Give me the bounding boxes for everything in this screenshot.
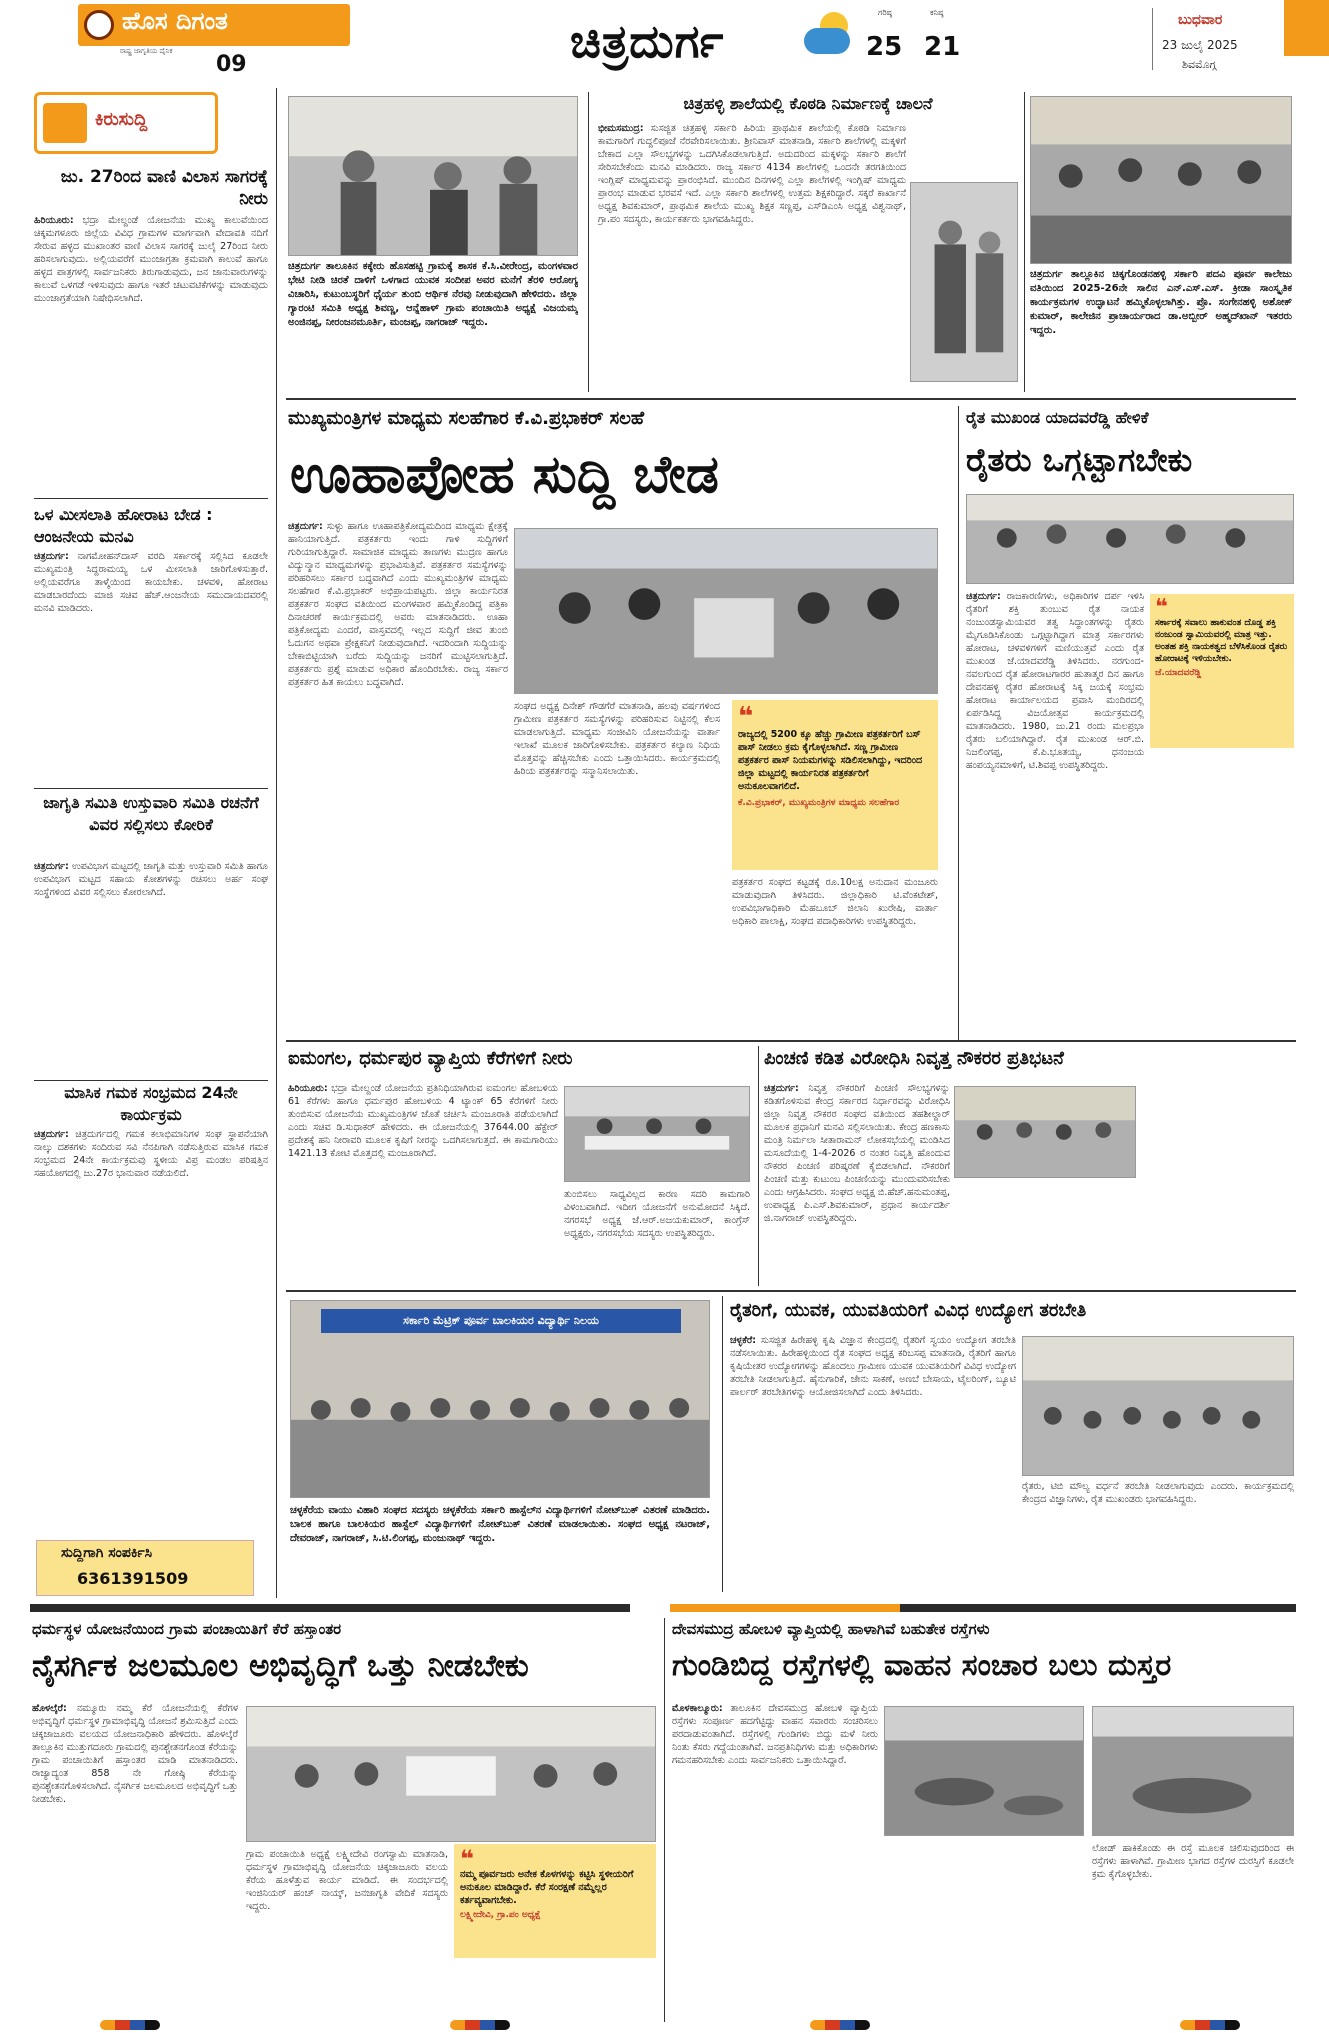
school-dateline: ಭೀಮಸಮುದ್ರ: [598, 123, 644, 134]
contact-label: ಸುದ್ದಿಗಾಗಿ ಸಂಪರ್ಕಿಸಿ [61, 1545, 153, 1561]
column-rule [958, 406, 959, 1040]
contact-number: 6361391509 [77, 1569, 189, 1588]
masthead-divider [1152, 8, 1153, 70]
bottom-left-body: ನಮ್ಮೂರು ನಮ್ಮ ಕೆರೆ ಯೋಜನೆಯಲ್ಲಿ ಕೆರೆಗಳ ಅಭಿವೃದ್ಧಿಗೆ ಧರ್ಮಸ್ಥಳ ಗ್ರಾಮಾಭಿವೃದ್ಧಿ ಯೋಜನೆ ಶ್ರಮಿಸುತ್ತಿದೆ ಎಂದು ಚಿಕ್ಕಜಾಜೂರು ವಲಯದ ಯೋಜನಾಧಿಕಾರಿ ಹೇಳಿದರು. ಹೊಳಲ್ಕೆರೆ ತಾಲ್ಲೂಕಿನ ಮುತ್ತುಗದೂರು ಗ್ರಾಮದಲ್ಲಿ ಪುನಶ್ಚೇತನಗೊಂಡ ಕೆರೆಯನ್ನು ಗ್ರಾಮ ಪಂಚಾಯಿತಿಗೆ ಹಸ್ತಾಂತರ ಮಾಡಿ ಮಾತನಾಡಿದರು. ರಾಜ್ಯಾದ್ಯಂತ 858 ನೇ ಗೋಷ್ಠಿ ಕೆರೆಯನ್ನು ಪುನಶ್ಚೇತನಗೊಳಿಸಲಾಗಿದೆ. ನೈಸರ್ಗಿಕ ಜಲಮೂಲದ ಅಭಿವೃದ್ಧಿಗೆ ಒತ್ತು ನೀಡಬೇಕು. [32, 1703, 238, 1805]
lead-quote-box [732, 700, 938, 870]
column-rule [664, 1618, 665, 2022]
hostel-banner: ಸರ್ಕಾರಿ ಮೆಟ್ರಿಕ್ ಪೂರ್ವ ಬಾಲಕಿಯರ ವಿದ್ಯಾರ್ಥಿ ನಿಲಯ [321, 1309, 681, 1333]
bottom-right-dateline: ಮೊಳಕಾಲ್ಮೂರು: [672, 1703, 723, 1714]
brief-2-dateline: ಚಿತ್ರದುರ್ಗ: [34, 551, 69, 562]
section-rule [286, 1290, 1296, 1292]
training-body: ಸುಸಜ್ಜಿತ ಹಿರೇಹಳ್ಳಿ ಕೃಷಿ ವಿಜ್ಞಾನ ಕೇಂದ್ರದಲ್ಲಿ ರೈತರಿಗೆ ಸ್ವಯಂ ಉದ್ಯೋಗ ತರಬೇತಿ ನಡೆಸಲಾಯಿತು. ಹಿರೇಹಳ್ಳಿಯಿಂದ ರೈತ ಸಂಘದ ಅಧ್ಯಕ್ಷ ಕರಿಬಸಪ್ಪ ಮಾತನಾಡಿ, ರೈತರಿಗೆ ಹಾಗೂ ಕೃಷಿಯೇತರ ಉದ್ಯೋಗಗಳನ್ನು ಹೊಂದಲು ಗ್ರಾಮೀಣ ಯುವಕ ಯುವತಿಯರಿಗೆ ವಿವಿಧ ಉದ್ಯೋಗ ತರಬೇತಿ ನೀಡಲಾಗುತ್ತಿದೆ. ಹೈನುಗಾರಿಕೆ, ಜೇನು ಸಾಕಣೆ, ಅಣಬೆ ಬೇಸಾಯ, ಟೈಲರಿಂಗ್, ಬ್ಯೂಟಿ ಪಾರ್ಲರ್ ತರಬೇತಿಗಳನ್ನು ಆಯೋಜಿಸಲಾಗಿದೆ ಎಂದು ತಿಳಿಸಿದರು. [730, 1335, 1016, 1398]
lead-body-col3: ಪತ್ರಕರ್ತರ ಸಂಘದ ಕಟ್ಟಡಕ್ಕೆ ರೂ.10ಲಕ್ಷ ಅನುದಾನ ಮಂಜೂರು ಮಾಡುವುದಾಗಿ ತಿಳಿಸಿದರು. ಜಿಲ್ಲಾಧಿಕಾರಿ ಟಿ.ವೆಂಕಟೇಶ್, ಉಪವಿಭಾಗಾಧಿಕಾರಿ ಮೆಹಬೂಬ್ ಜಿಲಾನಿ ಖುರೇಷಿ, ವಾರ್ತಾ ಅಧಿಕಾರಿ ಪಾಲಾಕ್ಷಿ, ಸಂಘದ ಪದಾಧಿಕಾರಿಗಳು ಉಪಸ್ಥಿತರಿದ್ದರು. [732, 877, 938, 927]
farmers-quote-box [1150, 594, 1294, 748]
lead-kicker: ಮುಖ್ಯಮಂತ್ರಿಗಳ ಮಾಧ್ಯಮ ಸಲಹೆಗಾರ ಕೆ.ವಿ.ಪ್ರಭಾಕರ್ ಸಲಹೆ [288, 408, 645, 429]
temp-min: 21 [924, 32, 961, 62]
training-dateline: ಚಳ್ಳಕೆರೆ: [730, 1335, 757, 1346]
temp-min-label: ಕನಿಷ್ಠ [930, 8, 944, 17]
brief-1-dateline: ಹಿರಿಯೂರು: [34, 215, 74, 226]
bottom-right-kicker: ದೇವಸಮುದ್ರ ಹೋಬಳಿ ವ್ಯಾಪ್ತಿಯಲ್ಲಿ ಹಾಳಾಗಿವೆ ಬಹುತೇಕ ರಸ್ತೆಗಳು [672, 1620, 990, 1638]
divider-band-mid [670, 1604, 900, 1612]
pension-body: ನಿವೃತ್ತ ನೌಕರರಿಗೆ ಪಿಂಚಣಿ ಸೌಲಭ್ಯಗಳನ್ನು ಕಡಿತಗೊಳಿಸುವ ಕೇಂದ್ರ ಸರ್ಕಾರದ ನಿರ್ಧಾರವನ್ನು ವಿರೋಧಿಸಿ ಜಿಲ್ಲಾ ನಿವೃತ್ತ ನೌಕರರ ಸಂಘದ ವತಿಯಿಂದ ತಹಶೀಲ್ದಾರ್ ಮೂಲಕ ಪ್ರಧಾನಿಗೆ ಮನವಿ ಸಲ್ಲಿಸಲಾಯಿತು. ಕೇಂದ್ರ ಹಣಕಾಸು ಮಂತ್ರಿ ನಿರ್ಮಲಾ ಸೀತಾರಾಮನ್ ಲೋಕಸಭೆಯಲ್ಲಿ ಮಂಡಿಸಿದ ಮಸೂದೆಯಲ್ಲಿ 1-4-2026 ರ ನಂತರ ನಿವೃತ್ತಿ ಹೊಂದುವ ನೌಕರರ ಪಿಂಚಣಿ ಪರಿಷ್ಕರಣೆ ಕೈಬಿಡಲಾಗಿದೆ. ನೌಕರರಿಗೆ ಪಿಂಚಣಿ ಮತ್ತು ಕುಟುಂಬ ಪಿಂಚಣಿಯನ್ನು ಮುಂದುವರಿಸಬೇಕು ಎಂದು ಆಗ್ರಹಿಸಿದರು. ಸಂಘದ ಅಧ್ಯಕ್ಷ ಬಿ.ಹೆಚ್.ಹನುಮಂತಪ್ಪ, ಉಪಾಧ್ಯಕ್ಷ ಪಿ.ಎಸ್.ಶಿವಕುಮಾರ್, ಪ್ರಧಾನ ಕಾರ್ಯದರ್ಶಿ ಜಿ.ನಾಗರಾಜ್ ಉಪಸ್ಥಿತರಿದ್ದರು. [764, 1083, 950, 1224]
page-number: 09 [216, 52, 247, 77]
bottom-right-body-2: ಲೋಡ್ ಹಾಕಿಕೊಂಡು ಈ ರಸ್ತೆ ಮೂಲಕ ಚಲಿಸುವುದರಿಂದ ಈ ರಸ್ತೆಗಳು ಹಾಳಾಗಿವೆ. ಗ್ರಾಮೀಣ ಭಾಗದ ರಸ್ತೆಗಳ ದುರಸ್ತಿಗೆ ಕೂಡಲೇ ಕ್ರಮ ಕೈಗೊಳ್ಳಬೇಕು. [1092, 1843, 1294, 1880]
caption-hostel: ಚಳ್ಳಕೆರೆಯ ವಾಯು ವಿಹಾರಿ ಸಂಘದ ಸದಸ್ಯರು ಚಳ್ಳಕೆರೆಯ ಸರ್ಕಾರಿ ಹಾಸ್ಟೆಲ್‍ನ ವಿದ್ಯಾರ್ಥಿಗಳಿಗೆ ನೋಟ್‍ಬುಕ್ ವಿತರಣೆ ಮಾಡಿದರು. ಬಾಲಕ ಹಾಗೂ ಬಾಲಕಿಯರ ಹಾಸ್ಟೆಲ್ ವಿದ್ಯಾರ್ಥಿಗಳಿಗೆ ನೋಟ್‍ಬುಕ್ ವಿತರಣೆ ಮಾಡಲಾಯಿತು. ಸಂಘದ ಅಧ್ಯಕ್ಷ ನಟರಾಜ್, ದೇವರಾಜ್, ನಾಗರಾಜ್, ಸಿ.ಟಿ.ಲಿಂಗಪ್ಪ, ಮಂಜುನಾಥ್ ಇದ್ದರು. [290, 1505, 710, 1544]
caption-nss-event: ಚಿತ್ರದುರ್ಗ ತಾಲ್ಲೂಕಿನ ಚಿಕ್ಕಗೊಂಡನಹಳ್ಳಿ ಸರ್ಕಾರಿ ಪದವಿ ಪೂರ್ವ ಕಾಲೇಜು ವತಿಯಿಂದ 2025-26ನೇ ಸಾಲಿನ ಎನ್.ಎಸ್.ಎಸ್. ಕ್ರೀಡಾ ಸಾಂಸ್ಕೃತಿಕ ಕಾರ್ಯಕ್ರಮಗಳ ಉದ್ಘಾಟನೆ ಹಮ್ಮಿಕೊಳ್ಳಲಾಗಿತ್ತು. ಪ್ರೊ. ಸಂಗೇನಹಳ್ಳಿ ಅಶೋಕ್ ಕುಮಾರ್, ಕಾಲೇಜಿನ ಪ್ರಾಚಾರ್ಯರಾದ ಡಾ.ಅಬ್ಬೀರ್ ಅಹ್ಮದ್‍ಖಾನ್ ಇತರರು ಇದ್ದರು. [1030, 269, 1292, 336]
sidebar-divider [34, 788, 268, 789]
brief-3-body: ಉಪವಿಭಾಗ ಮಟ್ಟದಲ್ಲಿ ಜಾಗೃತಿ ಮತ್ತು ಉಸ್ತುವಾರಿ ಸಮಿತಿ ಹಾಗೂ ಉಪವಿಭಾಗ ಮಟ್ಟದ ಸಹಾಯ ಕೋಶಗಳನ್ನು ರಚಿಸಲು ಅರ್ಹ ಸಂಘ ಸಂಸ್ಥೆಗಳಿಂದ ವಿವರ ಸಲ್ಲಿಸಲು ಕೋರಲಾಗಿದೆ. [34, 861, 268, 898]
sidebar-badge [34, 92, 218, 154]
bottom-left-dateline: ಹೊಳಲ್ಕೆರೆ: [32, 1703, 67, 1714]
section-rule [286, 398, 1296, 400]
photo-pension-protest [954, 1086, 1136, 1178]
school-body: ಸುಸಜ್ಜಿತ ಚಿತ್ರಹಳ್ಳಿ ಸರ್ಕಾರಿ ಹಿರಿಯ ಪ್ರಾಥಮಿಕ ಶಾಲೆಯಲ್ಲಿ ಕೊಠಡಿ ನಿರ್ಮಾಣ ಕಾಮಗಾರಿಗೆ ಗುದ್ದಲಿಪೂಜೆ ನೆರವೇರಿಸಲಾಯಿತು. ಶ್ರೀನಿವಾಸ್ ಮಾತನಾಡಿ, ಸರ್ಕಾರಿ ಶಾಲೆಗಳಲ್ಲಿ ಮಕ್ಕಳಿಗೆ ಬೇಕಾದ ಎಲ್ಲಾ ಸೌಲಭ್ಯಗಳನ್ನು ಒದಗಿಸಿಕೊಡಲಾಗುತ್ತಿದೆ. ಅದುದರಿಂದ ಮಕ್ಕಳನ್ನು ಸರ್ಕಾರಿ ಶಾಲೆಗೆ ಸೇರಿಸಬೇಕೆಂದು ಮನವಿ ಮಾಡಿದರು. ರಾಜ್ಯ ಸರ್ಕಾರ 4134 ಶಾಲೆಗಳಲ್ಲಿ ಒಂದನೇ ತರಗತಿಯಿಂದ ಇಂಗ್ಲಿಷ್ ಮಾಧ್ಯಮವನ್ನು ಪ್ರಾರಂಭಿಸಿದೆ. ಮುಂದಿನ ದಿನಗಳಲ್ಲಿ ಎಲ್ಲಾ ಶಾಲೆಗಳಲ್ಲಿ ಇಂಗ್ಲಿಷ್ ಮಾಧ್ಯಮ ಪ್ರಾರಂಭ ಮಾಡುವ ಭರವಸೆ ಇದೆ. ಎಲ್ಲಾ ಸರ್ಕಾರಿ ಶಾಲೆಗಳಲ್ಲಿ ಉತ್ತಮ ಶಿಕ್ಷಕರಿದ್ದಾರೆ. ಸಕ್ಕರೆ ಕಾರ್ಖಾನೆ ಅಧ್ಯಕ್ಷ ಶಿವಕುಮಾರ್, ಪ್ರಾಥಮಿಕ ಶಾಲೆಯ ಮುಖ್ಯ ಶಿಕ್ಷಕ ಸಣ್ಣಪ್ಪ, ಎಸ್‍ಡಿಎಂಸಿ ಅಧ್ಯಕ್ಷ ವಿಶ್ವನಾಥ್, ಗ್ರಾ.ಪಂ ಸದಸ್ಯರು, ಕಾರ್ಯಕರ್ತರು ಭಾಗವಹಿಸಿದ್ದರು. [598, 123, 906, 225]
quote-mark-icon: ❝ [738, 702, 754, 732]
bottom-left-quote-box [454, 1844, 656, 1958]
registration-marks [0, 2020, 1329, 2033]
sidebar-vertical-rule [276, 88, 277, 1598]
sidebar [30, 88, 272, 1598]
logo-tagline: ರಾಷ್ಟ್ರ ಜಾಗೃತಿಯ ದೈನಿಕ [120, 47, 173, 55]
contact-box [36, 1540, 254, 1596]
farmers-headline: ರೈತರು ಒಗ್ಗಟ್ಟಾಗಬೇಕು [966, 441, 1193, 479]
brief-4-body: ಚಿತ್ರದುರ್ಗದಲ್ಲಿ ಗಮಕ ಕಲಾಭಿಮಾನಿಗಳ ಸಂಘ ಸ್ಥಾಪನೆಯಾಗಿ ನಾಲ್ಕು ದಶಕಗಳು ಸಂದಿರುವ ಸವಿ ನೆನಪಿಗಾಗಿ ನಡೆಸುತ್ತಿರುವ ಮಾಸಿಕ ಗಮಕ ಸಂಭ್ರಮದ 24ನೇ ಕಾರ್ಯಕ್ರಮವು ಸ್ಥಳೀಯ ವಿಪ್ರ ಮಂಡಲ ಪರಿಷತ್ತಿನ ಸಹಯೋಗದಲ್ಲಿ ಜು.27ರ ಭಾನುವಾರ ನಡೆಯಲಿದೆ. [34, 1129, 268, 1179]
section-rule [286, 1040, 1296, 1042]
lead-headline: ಊಹಾಪೋಹ ಸುದ್ದಿ ಬೇಡ [290, 445, 719, 505]
logo-emblem-icon [84, 10, 114, 40]
farmers-kicker: ರೈತ ಮುಖಂಡ ಯಾದವರೆಡ್ಡಿ ಹೇಳಿಕೆ [966, 408, 1149, 427]
brief-3-dateline: ಚಿತ್ರದುರ್ಗ: [34, 861, 69, 872]
column-rule [722, 1296, 723, 1592]
section-title: ಚಿತ್ರದುರ್ಗ [570, 14, 725, 68]
logo-text: ಹೊಸ ದಿಗಂತ [122, 7, 228, 35]
bottom-left-body-2: ಗ್ರಾಮ ಪಂಚಾಯಿತಿ ಅಧ್ಯಕ್ಷೆ ಲಕ್ಷ್ಮೀದೇವಿ ರಂಗಸ್ವಾಮಿ ಮಾತನಾಡಿ, ಧರ್ಮಸ್ಥಳ ಗ್ರಾಮಾಭಿವೃದ್ಧಿ ಯೋಜನೆಯ ಚಿಕ್ಕಜಾಜೂರು ವಲಯ ಕೆರೆಯ ಹೂಳೆತ್ತುವ ಕಾರ್ಯ ಮಾಡಿದೆ. ಈ ಸಂದರ್ಭದಲ್ಲಿ ಇಂಜಿನಿಯರ್ ಹಂಚ್ ನಾಯ್ಕ್, ಜನಜಾಗೃತಿ ವೇದಿಕೆ ಸದಸ್ಯರು ಇದ್ದರು. [246, 1849, 448, 1912]
brief-2-headline: ಒಳ ಮೀಸಲಾತಿ ಹೋರಾಟ ಬೇಡ : ಆಂಜನೇಯ ಮನವಿ [34, 505, 213, 546]
corner-strip [1284, 0, 1329, 56]
photo-road-potholes-1 [884, 1706, 1084, 1836]
bottom-left-headline: ನೈಸರ್ಗಿಕ ಜಲಮೂಲ ಅಭಿವೃದ್ಧಿಗೆ ಒತ್ತು ನೀಡಬೇಕು [32, 1648, 529, 1684]
quote-mark-icon: ❝ [460, 1845, 475, 1873]
photo-press-day [514, 528, 938, 694]
logo-block [78, 4, 350, 46]
issue-day: ಬುಧವಾರ [1178, 12, 1223, 28]
brief-1-body: ಭದ್ರಾ ಮೇಲ್ದಂಡೆ ಯೋಜನೆಯ ಮುಖ್ಯ ಕಾಲುವೆಯಿಂದ ಚಿಕ್ಕಮಗಳೂರು ಜಿಲ್ಲೆಯ ವಿವಿಧ ಗ್ರಾಮಗಳ ಮಾರ್ಗವಾಗಿ ವೇದಾವತಿ ನದಿಗೆ ಸೇರುವ ಹಳ್ಳದ ಮುಖಾಂತರ ವಾಣಿ ವಿಲಾಸ ಸಾಗರಕ್ಕೆ ಜುಲೈ 27ರಿಂದ ನೀರು ಹರಿಸಲಾಗುವುದು. ಅಲ್ಲಿಯವರೆಗೆ ಮುಂಜಾಗ್ರತಾ ಕ್ರಮವಾಗಿ ಕಾಲುವೆ ಹಾಗೂ ಹಳ್ಳದ ಪಾತ್ರಗಳಲ್ಲಿ ಸಾರ್ವಜನಿಕರು ತಿರುಗಾಡುವುದು, ಜನ ಜಾನುವಾರುಗಳನ್ನು ಕಾಲುವೆ ಒಳಗಡೆ ಇಳಿಸುವುದು ಹಾಗೂ ಇತರೆ ಚಟುವಟಿಕೆಗಳನ್ನು ಮಾಡುವುದು ಮುಂಜಾಗ್ರತೆಯಾಗಿ ನಿಷೇಧಿಸಲಾಗಿದೆ. [34, 215, 268, 304]
sidebar-divider [34, 498, 268, 499]
farmers-quote-author: ಜೆ.ಯಾದವರೆಡ್ಡಿ [1155, 668, 1202, 678]
weather-icon [798, 12, 858, 60]
column-rule [1024, 92, 1025, 392]
lead-quote-text: ರಾಜ್ಯದಲ್ಲಿ 5200 ಕ್ಕೂ ಹೆಚ್ಚು ಗ್ರಾಮೀಣ ಪತ್ರಕರ್ತರಿಗೆ ಬಸ್ ಪಾಸ್ ನೀಡಲು ಕ್ರಮ ಕೈಗೊಳ್ಳಲಾಗಿದೆ. ಸಣ್ಣ ಗ್ರಾಮೀಣ ಪತ್ರಕರ್ತರ ಪಾಸ್ ನಿಯಮಗಳನ್ನು ಸಡಿಲಿಸಲಾಗಿದ್ದು, ಇದರಿಂದ ಜಿಲ್ಲಾ ಮಟ್ಟದಲ್ಲಿ ಕಾರ್ಯನಿರತ ಪತ್ರಕರ್ತರಿಗೆ ಅನುಕೂಲವಾಗಲಿದೆ. [738, 729, 923, 792]
edition-name: ಶಿವಮೊಗ್ಗ [1182, 58, 1217, 71]
sidebar-divider [34, 1080, 268, 1081]
headline-school-room: ಚಿತ್ರಹಳ್ಳಿ ಶಾಲೆಯಲ್ಲಿ ಕೊಠಡಿ ನಿರ್ಮಾಣಕ್ಕೆ ಚಾಲನೆ [683, 94, 933, 113]
lead-body-col2: ಸಂಘದ ಅಧ್ಯಕ್ಷ ದಿನೇಶ್ ಗೌಡಗೆರೆ ಮಾತನಾಡಿ, ಹಲವು ವರ್ಷಗಳಿಂದ ಗ್ರಾಮೀಣ ಪತ್ರಕರ್ತರ ಸಮಸ್ಯೆಗಳನ್ನು ಪರಿಹರಿಸುವ ನಿಟ್ಟಿನಲ್ಲಿ ಕೆಲಸ ಮಾಡಲಾಗುತ್ತಿದೆ. ಮಾಧ್ಯಮ ಸಂಜೀವಿನಿ ಯೋಜನೆಯನ್ನು ವಾರ್ತಾ ಇಲಾಖೆ ಮೂಲಕ ಜಾರಿಗೊಳಿಸಬೇಕು. ಪತ್ರಕರ್ತರ ಕಲ್ಯಾಣ ನಿಧಿಯ ಮೊತ್ತವನ್ನು ಹೆಚ್ಚಿಸಬೇಕು ಎಂದು ಒತ್ತಾಯಿಸಿದರು. ಕಾರ್ಯಕ್ರಮದಲ್ಲಿ ಹಿರಿಯ ಪತ್ರಕರ್ತರನ್ನು ಸನ್ಮಾನಿಸಲಾಯಿತು. [514, 701, 720, 777]
bottom-left-quote-author: ಲಕ್ಷ್ಮೀದೇವಿ, ಗ್ರಾ.ಪಂ ಅಧ್ಯಕ್ಷೆ [460, 1910, 541, 1920]
farmers-dateline: ಚಿತ್ರದುರ್ಗ: [966, 591, 1001, 602]
photo-road-potholes-2 [1092, 1706, 1294, 1836]
headline-pension-protest: ಪಿಂಚಣಿ ಕಡಿತ ವಿರೋಧಿಸಿ ನಿವೃತ್ತ ನೌಕರರ ಪ್ರತಿಭಟನೆ [764, 1048, 1064, 1069]
training-caption: ರೈತರು, ಟಿಬಿ ಮೌಲ್ಯ ವರ್ಧನೆ ತರಬೇತಿ ನೀಡಲಾಗುವುದು ಎಂದರು. ಕಾರ್ಯಕ್ರಮದಲ್ಲಿ ಕೇಂದ್ರದ ವಿಜ್ಞಾನಿಗಳು, ರೈತ ಮುಖಂಡರು ಭಾಗವಹಿಸಿದ್ದರು. [1022, 1481, 1294, 1505]
lead-body-col1: ಸುಳ್ಳು ಹಾಗೂ ಊಹಾಪತ್ರಿಕೋದ್ಯಮದಿಂದ ಮಾಧ್ಯಮ ಕ್ಷೇತ್ರಕ್ಕೆ ಹಾನಿಯಾಗುತ್ತಿದೆ. ಪತ್ರಕರ್ತರು ಇಂದು ಗಾಳಿ ಸುದ್ದಿಗಳಿಗೆ ಗುರಿಯಾಗುತ್ತಿದ್ದಾರೆ. ಸಾಮಾಜಿಕ ಮಾಧ್ಯಮ ತಾಣಗಳು ಮುದ್ರಣ ಹಾಗೂ ವಿದ್ಯುನ್ಮಾನ ಮಾಧ್ಯಮಗಳನ್ನು ಪ್ರಭಾವಿಸುತ್ತಿವೆ. ಪತ್ರಕರ್ತರ ಸಮಸ್ಯೆಗಳನ್ನು ಪರಿಹರಿಸಲು ಸರ್ಕಾರ ಬದ್ಧವಾಗಿದೆ ಎಂದು ಮುಖ್ಯಮಂತ್ರಿಗಳ ಮಾಧ್ಯಮ ಸಲಹೆಗಾರ ಕೆ.ವಿ.ಪ್ರಭಾಕರ್ ಅಭಿಪ್ರಾಯಪಟ್ಟರು. ಜಿಲ್ಲಾ ಕಾರ್ಯನಿರತ ಪತ್ರಕರ್ತರ ಸಂಘದ ವತಿಯಿಂದ ಮಂಗಳವಾರ ಹಮ್ಮಿಕೊಂಡಿದ್ದ ಪತ್ರಿಕಾ ದಿನಾಚರಣೆ ಕಾರ್ಯಕ್ರಮದಲ್ಲಿ ಅವರು ಮಾತನಾಡಿದರು. ಊಹಾ ಪತ್ರಿಕೋದ್ಯಮ ಎಂದರೆ, ವಾಸ್ತವದಲ್ಲಿ ಇಲ್ಲದ ಸುದ್ದಿಗೆ ಜೀವ ತುಂಬಿ ಓದುಗನ ಅಥವಾ ಪ್ರೇಕ್ಷಕನಿಗೆ ನೀಡುವುದಾಗಿದೆ. ಇದರಿಂದಾಗಿ ಸುದ್ದಿಯನ್ನು ಬೇಕಾಬಿಟ್ಟಿಯಾಗಿ ಬರೆದು ಸುದ್ದಿಯನ್ನು ಜನರಿಗೆ ಮುಟ್ಟಿಸಲಾಗುತ್ತಿದೆ. ಪತ್ರಕರ್ತರು ಪ್ರಶ್ನೆ ಮಾಡುವ ಅಧಿಕಾರ ಹೊಂದಿರಬೇಕು. ರಾಜ್ಯ ಸರ್ಕಾರ ಪತ್ರಕರ್ತರ ಹಿತ ಕಾಯಲು ಬದ್ಧವಾಗಿದೆ. [288, 521, 508, 688]
caption-leopard-visit: ಚಿತ್ರದುರ್ಗ ತಾಲೂಕಿನ ಕಕ್ಕೇರು ಹೊಸಹಟ್ಟಿ ಗ್ರಾಮಕ್ಕೆ ಶಾಸಕ ಕೆ.ಸಿ.ವೀರೇಂದ್ರ, ಮಂಗಳವಾರ ಭೇಟಿ ನೀಡಿ ಚಿರತೆ ದಾಳಿಗೆ ಒಳಗಾದ ಯುವಕ ಸಂದೀಪ ಅವರ ಮನೆಗೆ ತೆರಳಿ ಆರೋಗ್ಯ ವಿಚಾರಿಸಿ, ಕುಟುಂಬಸ್ಥರಿಗೆ ಧೈರ್ಯ ತುಂಬಿ ಆರ್ಥಿಕ ನೆರವು ನೀಡುವುದಾಗಿ ಹೇಳಿದರು. ಜಿಲ್ಲಾ ಗ್ಯಾರಂಟಿ ಸಮಿತಿ ಅಧ್ಯಕ್ಷ ಶಿವಣ್ಣ, ಆನ್ನೆಹಾಳ್ ಗ್ರಾಮ ಪಂಚಾಯಿತಿ ಅಧ್ಯಕ್ಷೆ ವಿಜಯಮ್ಮ ಅಂಜಿನಪ್ಪ, ನೀರಂಜನಮೂರ್ತಿ, ಮಂಜಪ್ಪ, ನಾಗರಾಜ್ ಇದ್ದರು. [288, 261, 578, 328]
brief-1-headline: ಜು. 27ರಿಂದ ವಾಣಿ ವಿಲಾಸ ಸಾಗರಕ್ಕೆ ನೀರು [60, 167, 268, 209]
lead-dateline: ಚಿತ್ರದುರ್ಗ: [288, 521, 323, 532]
bottom-right-body: ತಾಲೂಕಿನ ದೇವಸಮುದ್ರ ಹೋಬಳಿ ವ್ಯಾಪ್ತಿಯ ರಸ್ತೆಗಳು ಸಂಪೂರ್ಣ ಹದಗೆಟ್ಟಿದ್ದು ವಾಹನ ಸವಾರರು ಸಂಚರಿಸಲು ಪರದಾಡುವಂತಾಗಿದೆ. ರಸ್ತೆಗಳಲ್ಲಿ ಗುಂಡಿಗಳು ಬಿದ್ದು ಮಳೆ ನೀರು ನಿಂತು ಕೆಸರು ಗದ್ದೆಯಂತಾಗಿವೆ. ಜನಪ್ರತಿನಿಧಿಗಳು ಮತ್ತು ಅಧಿಕಾರಿಗಳು ಗಮನಹರಿಸಬೇಕು ಎಂದು ಸಾರ್ವಜನಿಕರು ಒತ್ತಾಯಿಸಿದ್ದಾರೆ. [672, 1703, 878, 1766]
bottom-left-kicker: ಧರ್ಮಸ್ಥಳ ಯೋಜನೆಯಿಂದ ಗ್ರಾಮ ಪಂಚಾಯಿತಿಗೆ ಕೆರೆ ಹಸ್ತಾಂತರ [32, 1620, 342, 1638]
lakes-body-2: ತುಂಬಿಸಲು ಸಾಧ್ಯವಿಲ್ಲದ ಕಾರಣ ಸದರಿ ಕಾಮಗಾರಿ ವಿಳಂಬವಾಗಿದೆ. ಇದೀಗ ಯೋಜನೆಗೆ ಅನುಮೋದನೆ ಸಿಕ್ಕಿದೆ. ನಗರಸಭೆ ಅಧ್ಯಕ್ಷ ಜೆ.ಆರ್.ಅಜಯಕುಮಾರ್, ಕಾಂಗ್ರೆಸ್ ಅಧ್ಯಕ್ಷರು, ನಗರಸಭೆಯ ಸದಸ್ಯರು ಉಪಸ್ಥಿತರಿದ್ದರು. [564, 1189, 750, 1239]
sidebar-badge-label: ಕಿರುಸುದ್ದಿ [95, 109, 148, 130]
photo-lakes-meeting [564, 1086, 750, 1182]
temp-max: 25 [866, 32, 903, 62]
headline-job-training: ರೈತರಿಗೆ, ಯುವಕ, ಯುವತಿಯರಿಗೆ ವಿವಿಧ ಉದ್ಯೋಗ ತರಬೇತಿ [730, 1300, 1087, 1321]
sidebar-badge-icon [43, 103, 87, 143]
quote-mark-icon: ❝ [1155, 595, 1168, 620]
photo-school [910, 182, 1018, 382]
column-rule [588, 92, 589, 392]
headline-lakes-water: ಐಮಂಗಲ, ಧರ್ಮಪುರ ವ್ಯಾಪ್ತಿಯ ಕೆರೆಗಳಿಗೆ ನೀರು [288, 1048, 573, 1069]
brief-4-headline: ಮಾಸಿಕ ಗಮಕ ಸಂಭ್ರಮದ 24ನೇ ಕಾರ್ಯಕ್ರಮ [64, 1083, 238, 1124]
bottom-left-quote-text: ನಮ್ಮ ಪೂರ್ವಜರು ಅನೇಕ ಕೊಳಗಳನ್ನು ಕಟ್ಟಿಸಿ ಸ್ಥಳೀಯರಿಗೆ ಅನುಕೂಲ ಮಾಡಿದ್ದಾರೆ. ಕೆರೆ ಸಂರಕ್ಷಣೆ ನಮ್ಮೆಲ್ಲರ ಕರ್ತವ್ಯವಾಗಬೇಕು. [460, 1869, 634, 1906]
photo-nss-event [1030, 96, 1292, 264]
divider-band-right [900, 1604, 1296, 1612]
column-rule [758, 1046, 759, 1286]
photo-lake-handover [246, 1706, 656, 1842]
divider-band-left [30, 1604, 630, 1612]
lead-quote-author: ಕೆ.ವಿ.ಪ್ರಭಾಕರ್, ಮುಖ್ಯಮಂತ್ರಿಗಳ ಮಾಧ್ಯಮ ಸಲಹೆಗಾರ [738, 798, 900, 808]
pension-dateline: ಚಿತ್ರದುರ್ಗ: [764, 1083, 799, 1094]
lakes-body: ಭದ್ರಾ ಮೇಲ್ದಂಡೆ ಯೋಜನೆಯ ಪ್ರತಿನಿಧಿಯಾಗಿರುವ ಐಮಂಗಲ ಹೋಬಳಿಯ 61 ಕೆರೆಗಳು ಹಾಗೂ ಧರ್ಮಪುರ ಹೋಬಳಿಯ 4 ಟ್ಯಾಂಕ್ 65 ಕೆರೆಗಳಿಗೆ ನೀರು ತುಂಬಿಸುವ ಯೋಜನೆಯ ಮುಖ್ಯಮಂತ್ರಿಗಳ ಜೊತೆ ಚರ್ಚಿಸಿ ಮಂಜೂರಾತಿ ಪಡೆಯಲಾಗಿದೆ ಎಂದು ಸಚಿವ ಡಿ.ಸುಧಾಕರ್ ಹೇಳಿದರು. ಈ ಯೋಜನೆಯಲ್ಲಿ 37644.00 ಹೆಕ್ಟೇರ್ ಪ್ರದೇಶಕ್ಕೆ ಹನಿ ನೀರಾವರಿ ಮೂಲಕ ಕೃಷಿಗೆ ನೀರನ್ನು ಒದಗಿಸಲಾಗುತ್ತದೆ. ಈ ಕಾಮಗಾರಿಯು 1421.13 ಕೋಟಿ ಮೊತ್ತದಲ್ಲಿ ಮಂಜೂರಾಗಿದೆ. [288, 1083, 558, 1159]
brief-4-dateline: ಚಿತ್ರದುರ್ಗ: [34, 1129, 69, 1140]
issue-date: 23 ಜುಲೈ 2025 [1162, 38, 1238, 52]
brief-2-body: ನಾಗಮೋಹನ್‍ದಾಸ್ ವರದಿ ಸರ್ಕಾರಕ್ಕೆ ಸಲ್ಲಿಸಿದ ಕೂಡಲೇ ಮುಖ್ಯಮಂತ್ರಿ ಸಿದ್ದರಾಮಯ್ಯ ಒಳ ಮೀಸಲಾತಿ ಜಾರಿಗೊಳಿಸುತ್ತಾರೆ. ಅಲ್ಲಿಯವರೆಗೂ ತಾಳ್ಮೆಯಿಂದ ಕಾಯಬೇಕು. ಚಳವಳಿ, ಹೋರಾಟ ಮಾಡಬಾರದೆಂದು ಮಾಜಿ ಸಚಿವ ಹೆಚ್.ಆಂಜನೇಯ ಸಮುದಾಯದವರಲ್ಲಿ ಮನವಿ ಮಾಡಿದರು. [34, 551, 268, 614]
photo-farmers [966, 494, 1294, 584]
photo-hostel [290, 1300, 710, 1498]
farmers-body: ರಾಜಕಾರಣಿಗಳು, ಅಧಿಕಾರಿಗಳ ದರ್ಪ ಇಳಿಸಿ ರೈತರಿಗೆ ಶಕ್ತಿ ತುಂಬುವ ರೈತ ನಾಯಕ ನಂಜುಂಡಸ್ವಾಮಿಯವರ ತತ್ವ ಸಿದ್ಧಾಂತಗಳನ್ನು ರೈತರು ಮೈಗೂಡಿಸಿಕೊಂಡು ಒಗ್ಗಟ್ಟಾಗಿದ್ದಾಗ ಮಾತ್ರ ಸರ್ಕಾರಗಳು ಹೋರಾಟ, ಚಳವಳಿಗಳಿಗೆ ಮಣಿಯುತ್ತವೆ ಎಂದು ರೈತ ಮುಖಂಡ ಜೆ.ಯಾದವರೆಡ್ಡಿ ತಿಳಿಸಿದರು. ನರಗುಂದ-ನವಲಗುಂದ ರೈತ ಹೋರಾಟಗಾರರ ಹುತಾತ್ಮರ ದಿನ ಹಾಗೂ ದೇವನಹಳ್ಳಿ ರೈತರ ಹೋರಾಟಕ್ಕೆ ಸಿಕ್ಕ ಜಯಕ್ಕೆ ಸಂಭ್ರಮ ಹೋರಾಟ ಕಾರ್ಯಾಲಯದ ಪ್ರವಾಸಿ ಮಂದಿರದಲ್ಲಿ ಏರ್ಪಡಿಸಿದ್ದ ವಿಜಯೋತ್ಸವ ಕಾರ್ಯಕ್ರಮದಲ್ಲಿ ಮಾತನಾಡಿದರು. 1980, ಜು.21 ರಂದು ಮಲಪ್ರಭಾ ರೈತರು ಬಲಿಯಾಗಿದ್ದಾರೆ. ರೈತ ಮುಖಂಡ ಆರ್.ಬಿ. ನಿಜಲಿಂಗಪ್ಪ, ಕೆ.ಪಿ.ಭೂತಯ್ಯ, ಧನಂಜಯ ಹಂಪಯ್ಯನಮಾಳಿಗೆ, ಟಿ.ಶಿವಪ್ಪ ಉಪಸ್ಥಿತರಿದ್ದರು. [966, 591, 1144, 771]
farmers-quote-text: ಸರ್ಕಾರಕ್ಕೆ ಸವಾಲು ಹಾಕುವಂತ ದೊಡ್ಡ ಶಕ್ತಿ ನಂಜುಂಡ ಸ್ವಾಮಿಯವರಲ್ಲಿ ಮಾತ್ರ ಇತ್ತು. ಅಂತಹ ಶಕ್ತಿ ನಾಯಕತ್ವದ ಬೆಳೆಸಿಕೊಂಡ ರೈತರು ಹೋರಾಟಕ್ಕೆ ಇಳಿಯಬೇಕು. [1155, 618, 1288, 664]
masthead [0, 0, 1329, 84]
lakes-dateline: ಹಿರಿಯೂರು: [288, 1083, 328, 1094]
temp-max-label: ಗರಿಷ್ಠ [878, 8, 892, 17]
bottom-right-headline: ಗುಂಡಿಬಿದ್ದ ರಸ್ತೆಗಳಲ್ಲಿ ವಾಹನ ಸಂಚಾರ ಬಲು ದುಸ್ತರ [672, 1648, 1172, 1683]
photo-training [1022, 1336, 1294, 1476]
brief-3-headline: ಜಾಗೃತಿ ಸಮಿತಿ ಉಸ್ತುವಾರಿ ಸಮಿತಿ ರಚನೆಗೆ ವಿವರ ಸಲ್ಲಿಸಲು ಕೋರಿಕೆ [43, 793, 259, 834]
photo-leopard-visit [288, 96, 578, 256]
